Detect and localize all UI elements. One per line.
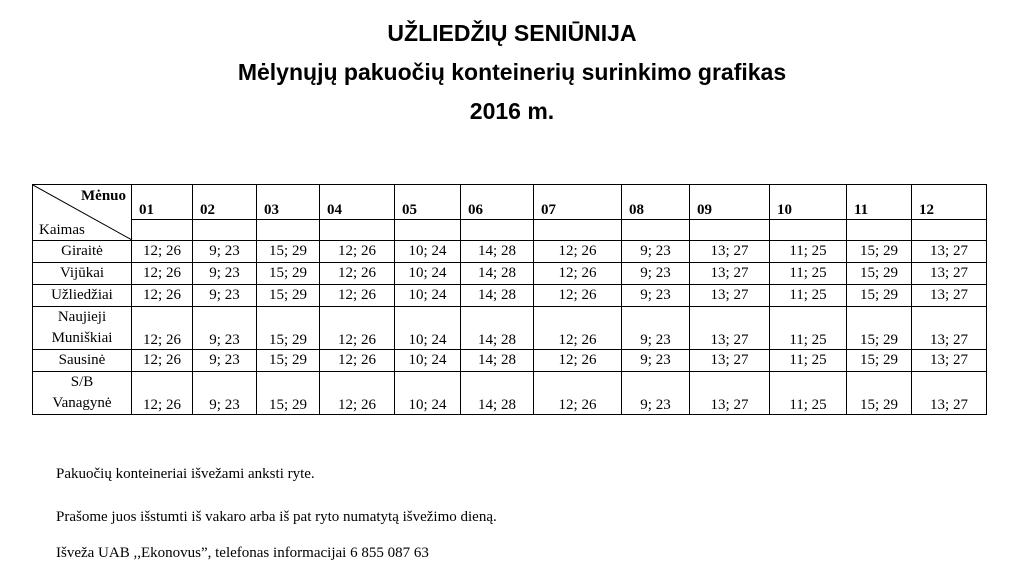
month-header-03: 03 bbox=[257, 185, 320, 220]
collection-dates-cell: 15; 29 bbox=[847, 263, 912, 285]
collection-dates-cell: 11; 25 bbox=[770, 350, 847, 372]
note-contact: Išveža UAB ,,Ekonovus”, telefonas informacijai 6 855 087 63 bbox=[56, 545, 429, 561]
collection-dates-cell: 11; 25 bbox=[770, 285, 847, 307]
collection-dates-cell: 12; 26 bbox=[534, 241, 622, 263]
collection-dates-cell: 10; 24 bbox=[395, 307, 461, 350]
village-name-line: Vijūkai bbox=[59, 265, 105, 281]
collection-schedule-table bbox=[32, 184, 987, 415]
collection-dates-cell: 10; 24 bbox=[395, 241, 461, 263]
collection-dates-cell: 12; 26 bbox=[320, 241, 395, 263]
month-header-06: 06 bbox=[461, 185, 534, 220]
collection-dates-cell: 9; 23 bbox=[622, 285, 690, 307]
collection-dates-cell: 13; 27 bbox=[912, 241, 987, 263]
collection-dates-cell: 14; 28 bbox=[461, 263, 534, 285]
corner-village-label: Kaimas bbox=[39, 222, 85, 238]
month-header-05: 05 bbox=[395, 185, 461, 220]
table-row bbox=[33, 307, 987, 350]
collection-dates-cell: 13; 27 bbox=[912, 263, 987, 285]
collection-dates-cell: 12; 26 bbox=[132, 350, 193, 372]
village-name-line: Naujieji bbox=[57, 309, 107, 325]
collection-dates-cell: 12; 26 bbox=[132, 241, 193, 263]
collection-dates-cell: 15; 29 bbox=[847, 307, 912, 350]
collection-dates-cell: 11; 25 bbox=[770, 263, 847, 285]
table-row bbox=[33, 241, 987, 263]
collection-dates-cell: 13; 27 bbox=[690, 307, 770, 350]
month-header-12: 12 bbox=[912, 185, 987, 220]
collection-dates-cell: 10; 24 bbox=[395, 350, 461, 372]
table-row bbox=[33, 350, 987, 372]
collection-dates-cell: 15; 29 bbox=[257, 285, 320, 307]
collection-dates-cell: 13; 27 bbox=[690, 372, 770, 415]
table-row bbox=[33, 285, 987, 307]
village-name-cell bbox=[33, 372, 132, 415]
collection-dates-cell: 15; 29 bbox=[257, 307, 320, 350]
collection-dates-cell: 14; 28 bbox=[461, 307, 534, 350]
spacer-row bbox=[33, 220, 987, 241]
month-header-09: 09 bbox=[690, 185, 770, 220]
collection-dates-cell: 14; 28 bbox=[461, 285, 534, 307]
collection-dates-cell: 15; 29 bbox=[257, 350, 320, 372]
note-pickup-time: Pakuočių konteineriai išvežami anksti ryte. bbox=[56, 466, 315, 482]
note-request: Prašome juos išstumti iš vakaro arba iš pat ryto numatytą išvežimo dieną. bbox=[56, 509, 497, 525]
collection-dates-cell: 10; 24 bbox=[395, 263, 461, 285]
village-name-line: Sausinė bbox=[58, 352, 106, 368]
village-name-line: Muniškiai bbox=[51, 330, 113, 346]
village-name-line: Užliedžiai bbox=[51, 287, 113, 303]
month-header-02: 02 bbox=[193, 185, 257, 220]
collection-dates-cell: 12; 26 bbox=[132, 263, 193, 285]
collection-dates-cell: 12; 26 bbox=[534, 285, 622, 307]
month-header-07: 07 bbox=[534, 185, 622, 220]
collection-dates-cell: 14; 28 bbox=[461, 350, 534, 372]
collection-dates-cell: 13; 27 bbox=[690, 241, 770, 263]
collection-dates-cell: 9; 23 bbox=[622, 307, 690, 350]
collection-dates-cell: 12; 26 bbox=[534, 263, 622, 285]
collection-dates-cell: 13; 27 bbox=[690, 350, 770, 372]
collection-dates-cell: 13; 27 bbox=[690, 285, 770, 307]
collection-dates-cell: 9; 23 bbox=[193, 350, 257, 372]
collection-dates-cell: 9; 23 bbox=[193, 263, 257, 285]
collection-dates-cell: 9; 23 bbox=[622, 263, 690, 285]
empty-cell bbox=[132, 220, 193, 241]
collection-dates-cell: 13; 27 bbox=[690, 263, 770, 285]
collection-dates-cell: 12; 26 bbox=[534, 307, 622, 350]
month-header-11: 11 bbox=[847, 185, 912, 220]
schedule-year: 2016 m. bbox=[469, 98, 555, 124]
collection-dates-cell: 13; 27 bbox=[912, 307, 987, 350]
empty-cell bbox=[395, 220, 461, 241]
schedule-title: Mėlynųjų pakuočių konteinerių surinkimo grafikas bbox=[237, 59, 787, 85]
collection-dates-cell: 10; 24 bbox=[395, 372, 461, 415]
collection-dates-cell: 12; 26 bbox=[132, 285, 193, 307]
collection-dates-cell: 12; 26 bbox=[320, 372, 395, 415]
empty-cell bbox=[320, 220, 395, 241]
month-header-row bbox=[33, 185, 987, 220]
collection-dates-cell: 9; 23 bbox=[193, 307, 257, 350]
collection-dates-cell: 12; 26 bbox=[534, 372, 622, 415]
table-row bbox=[33, 372, 987, 415]
collection-dates-cell: 9; 23 bbox=[622, 350, 690, 372]
collection-dates-cell: 9; 23 bbox=[622, 372, 690, 415]
empty-cell bbox=[690, 220, 770, 241]
collection-dates-cell: 15; 29 bbox=[847, 372, 912, 415]
collection-dates-cell: 12; 26 bbox=[320, 285, 395, 307]
month-header-10: 10 bbox=[770, 185, 847, 220]
collection-dates-cell: 12; 26 bbox=[320, 350, 395, 372]
village-name-cell bbox=[33, 263, 132, 285]
village-name-line: S/B bbox=[70, 374, 94, 390]
collection-dates-cell: 15; 29 bbox=[847, 350, 912, 372]
village-name-line: Giraitė bbox=[61, 243, 103, 259]
collection-dates-cell: 12; 26 bbox=[320, 307, 395, 350]
collection-dates-cell: 12; 26 bbox=[132, 307, 193, 350]
empty-cell bbox=[912, 220, 987, 241]
collection-dates-cell: 13; 27 bbox=[912, 372, 987, 415]
collection-dates-cell: 12; 26 bbox=[534, 350, 622, 372]
village-name-cell bbox=[33, 241, 132, 263]
empty-cell bbox=[534, 220, 622, 241]
empty-cell bbox=[193, 220, 257, 241]
empty-cell bbox=[770, 220, 847, 241]
collection-dates-cell: 15; 29 bbox=[257, 263, 320, 285]
village-name-cell bbox=[33, 285, 132, 307]
table-row bbox=[33, 263, 987, 285]
collection-dates-cell: 9; 23 bbox=[193, 285, 257, 307]
empty-cell bbox=[461, 220, 534, 241]
collection-dates-cell: 12; 26 bbox=[320, 263, 395, 285]
village-name-cell bbox=[33, 307, 132, 350]
month-header-01: 01 bbox=[132, 185, 193, 220]
collection-dates-cell: 11; 25 bbox=[770, 372, 847, 415]
month-header-08: 08 bbox=[622, 185, 690, 220]
collection-dates-cell: 14; 28 bbox=[461, 241, 534, 263]
collection-dates-cell: 12; 26 bbox=[132, 372, 193, 415]
empty-cell bbox=[847, 220, 912, 241]
collection-dates-cell: 13; 27 bbox=[912, 350, 987, 372]
month-header-04: 04 bbox=[320, 185, 395, 220]
collection-dates-cell: 15; 29 bbox=[257, 372, 320, 415]
collection-dates-cell: 14; 28 bbox=[461, 372, 534, 415]
village-name-cell bbox=[33, 350, 132, 372]
corner-header-cell bbox=[33, 185, 132, 241]
collection-dates-cell: 10; 24 bbox=[395, 285, 461, 307]
collection-dates-cell: 15; 29 bbox=[847, 285, 912, 307]
collection-dates-cell: 11; 25 bbox=[770, 241, 847, 263]
collection-dates-cell: 9; 23 bbox=[193, 241, 257, 263]
empty-cell bbox=[257, 220, 320, 241]
collection-dates-cell: 13; 27 bbox=[912, 285, 987, 307]
collection-dates-cell: 11; 25 bbox=[770, 307, 847, 350]
collection-dates-cell: 15; 29 bbox=[257, 241, 320, 263]
corner-month-label: Mėnuo bbox=[81, 188, 126, 204]
collection-dates-cell: 9; 23 bbox=[193, 372, 257, 415]
collection-dates-cell: 9; 23 bbox=[622, 241, 690, 263]
municipality-title: UŽLIEDŽIŲ SENIŪNIJA bbox=[387, 20, 637, 46]
village-name-line: Vanagynė bbox=[52, 395, 112, 411]
collection-dates-cell: 15; 29 bbox=[847, 241, 912, 263]
empty-cell bbox=[622, 220, 690, 241]
